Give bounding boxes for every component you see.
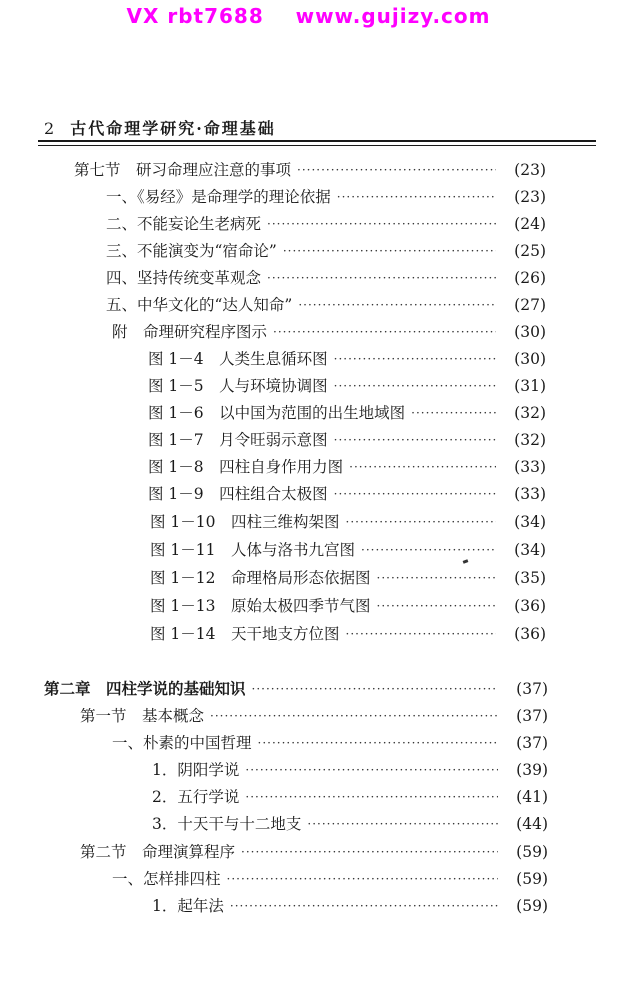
toc-entry-page: (59) xyxy=(516,843,548,861)
toc-entry-figure[interactable] xyxy=(150,510,546,534)
dot-leader xyxy=(210,704,498,728)
dot-leader xyxy=(334,374,496,398)
toc-entry-label: 1．阴阳学说 xyxy=(152,761,240,779)
toc-entry-figure[interactable] xyxy=(148,401,546,425)
dot-leader xyxy=(346,510,496,534)
toc-entry-label: 图 1－8 四柱自身作用力图 xyxy=(148,458,344,476)
toc-entry[interactable] xyxy=(106,185,546,209)
toc-entry-section[interactable] xyxy=(80,840,548,864)
toc-entry-label: 图 1－9 四柱组合太极图 xyxy=(148,485,328,503)
dot-leader xyxy=(334,347,496,371)
toc-entry-page: (30) xyxy=(514,350,546,368)
dot-leader xyxy=(377,594,496,618)
toc-entry-section[interactable] xyxy=(80,704,548,728)
toc-entry-label: 五、中华文化的“达人知命” xyxy=(106,296,293,314)
toc-entry-page: (36) xyxy=(514,625,546,643)
dot-leader xyxy=(273,320,496,344)
toc-entry-label: 一、朴素的中国哲理 xyxy=(112,734,252,752)
toc-entry-label: 第二节 命理演算程序 xyxy=(80,843,236,861)
running-head-title: 古代命理学研究·命理基础 xyxy=(70,119,276,138)
toc-entry-label: 附 命理研究程序图示 xyxy=(112,323,268,341)
toc-entry-figure[interactable] xyxy=(148,347,546,371)
dot-leader xyxy=(337,185,496,209)
toc-entry-page: (37) xyxy=(516,734,548,752)
toc-entry-label: 第二章 四柱学说的基础知识 xyxy=(44,679,246,698)
toc-entry[interactable] xyxy=(106,239,546,263)
toc-entry-label: 图 1－7 月令旺弱示意图 xyxy=(148,431,328,449)
toc-entry[interactable] xyxy=(152,758,548,782)
toc-entry-page: (25) xyxy=(514,242,546,260)
dot-leader xyxy=(227,867,498,891)
dot-leader xyxy=(267,266,496,290)
dot-leader xyxy=(230,894,498,918)
toc-entry-label: 三、不能演变为“宿命论” xyxy=(106,242,277,260)
toc-entry-label: 四、坚持传统变革观念 xyxy=(106,269,262,287)
toc-entry-label: 3．十天干与十二地支 xyxy=(152,815,302,833)
toc-entry-page: (34) xyxy=(514,513,546,531)
dot-leader xyxy=(334,482,496,506)
dot-leader xyxy=(298,293,496,317)
toc-entry-page: (39) xyxy=(516,761,548,779)
toc-entry[interactable] xyxy=(152,894,548,918)
toc-entry-label: 二、不能妄论生老病死 xyxy=(106,215,262,233)
toc-entry-page: (34) xyxy=(514,541,546,559)
toc-entry-label: 第七节 研习命理应注意的事项 xyxy=(74,161,292,179)
dot-leader xyxy=(245,758,498,782)
toc-entry-label: 图 1－12 命理格局形态依据图 xyxy=(150,569,371,587)
dot-leader xyxy=(411,401,496,425)
toc-entry-label: 图 1－14 天干地支方位图 xyxy=(150,625,340,643)
dot-leader xyxy=(377,566,496,590)
dot-leader xyxy=(241,840,498,864)
page-number: 2 xyxy=(44,119,57,138)
toc-entry[interactable] xyxy=(106,212,546,236)
toc-entry-page: (31) xyxy=(514,377,546,395)
toc-entry-page: (35) xyxy=(514,569,546,587)
toc-entry[interactable] xyxy=(152,785,548,809)
toc-entry-figure[interactable] xyxy=(150,622,546,646)
dot-leader xyxy=(349,455,496,479)
toc-entry-figure[interactable] xyxy=(150,538,546,562)
toc-entry-page: (36) xyxy=(514,597,546,615)
dot-leader xyxy=(346,622,496,646)
toc-entry-appendix[interactable] xyxy=(112,320,546,344)
dot-leader xyxy=(297,158,496,182)
toc-entry-page: (26) xyxy=(514,269,546,287)
toc-entry[interactable] xyxy=(152,812,548,836)
toc-entry-page: (32) xyxy=(514,404,546,422)
toc-entry-label: 1．起年法 xyxy=(152,897,224,915)
toc-entry-figure[interactable] xyxy=(148,482,546,506)
toc-entry-page: (59) xyxy=(516,870,548,888)
toc-entry-figure[interactable] xyxy=(148,374,546,398)
dot-leader xyxy=(283,239,496,263)
toc-entry-figure[interactable] xyxy=(150,594,546,618)
toc-entry-label: 图 1－6 以中国为范围的出生地域图 xyxy=(148,404,406,422)
toc-entry-label: 图 1－11 人体与洛书九宫图 xyxy=(150,541,356,559)
toc-entry[interactable] xyxy=(106,266,546,290)
toc-entry-page: (23) xyxy=(514,188,546,206)
toc-entry-label: 图 1－4 人类生息循环图 xyxy=(148,350,328,368)
dot-leader xyxy=(334,428,496,452)
toc-entry-label: 一、《易经》是命理学的理论依据 xyxy=(106,188,331,206)
toc-entry-page: (59) xyxy=(516,897,548,915)
toc-entry[interactable] xyxy=(106,293,546,317)
toc-entry-page: (24) xyxy=(514,215,546,233)
toc-entry-section-7[interactable] xyxy=(74,158,546,182)
toc-entry-page: (30) xyxy=(514,323,546,341)
toc-entry-page: (23) xyxy=(514,161,546,179)
toc-entry-figure[interactable] xyxy=(148,455,546,479)
dot-leader xyxy=(252,677,498,701)
toc-entry-label: 图 1－13 原始太极四季节气图 xyxy=(150,597,371,615)
toc-entry-label: 图 1－10 四柱三维构架图 xyxy=(150,513,340,531)
toc-entry-page: (33) xyxy=(514,458,546,476)
toc-entry-page: (33) xyxy=(514,485,546,503)
dot-leader xyxy=(258,731,498,755)
watermark-text: VX rbt7688 www.gujizy.com xyxy=(126,4,491,28)
dot-leader xyxy=(267,212,496,236)
dot-leader xyxy=(361,538,496,562)
toc-entry-page: (41) xyxy=(516,788,548,806)
dot-leader xyxy=(307,812,498,836)
toc-entry-chapter-2[interactable] xyxy=(44,677,548,701)
toc-entry-label: 2．五行学说 xyxy=(152,788,240,806)
toc-entry-page: (44) xyxy=(516,815,548,833)
toc-entry-page: (32) xyxy=(514,431,546,449)
toc-entry-figure[interactable] xyxy=(150,566,546,590)
toc-entry-label: 第一节 基本概念 xyxy=(80,707,205,725)
toc-entry[interactable] xyxy=(112,867,548,891)
dot-leader xyxy=(245,785,498,809)
toc-entry-figure[interactable] xyxy=(148,428,546,452)
toc-entry-page: (27) xyxy=(514,296,546,314)
toc-entry-label: 图 1－5 人与环境协调图 xyxy=(148,377,328,395)
toc-entry[interactable] xyxy=(112,731,548,755)
toc-entry-page: (37) xyxy=(516,680,548,698)
toc-entry-label: 一、怎样排四柱 xyxy=(112,870,221,888)
toc-entry-page: (37) xyxy=(516,707,548,725)
